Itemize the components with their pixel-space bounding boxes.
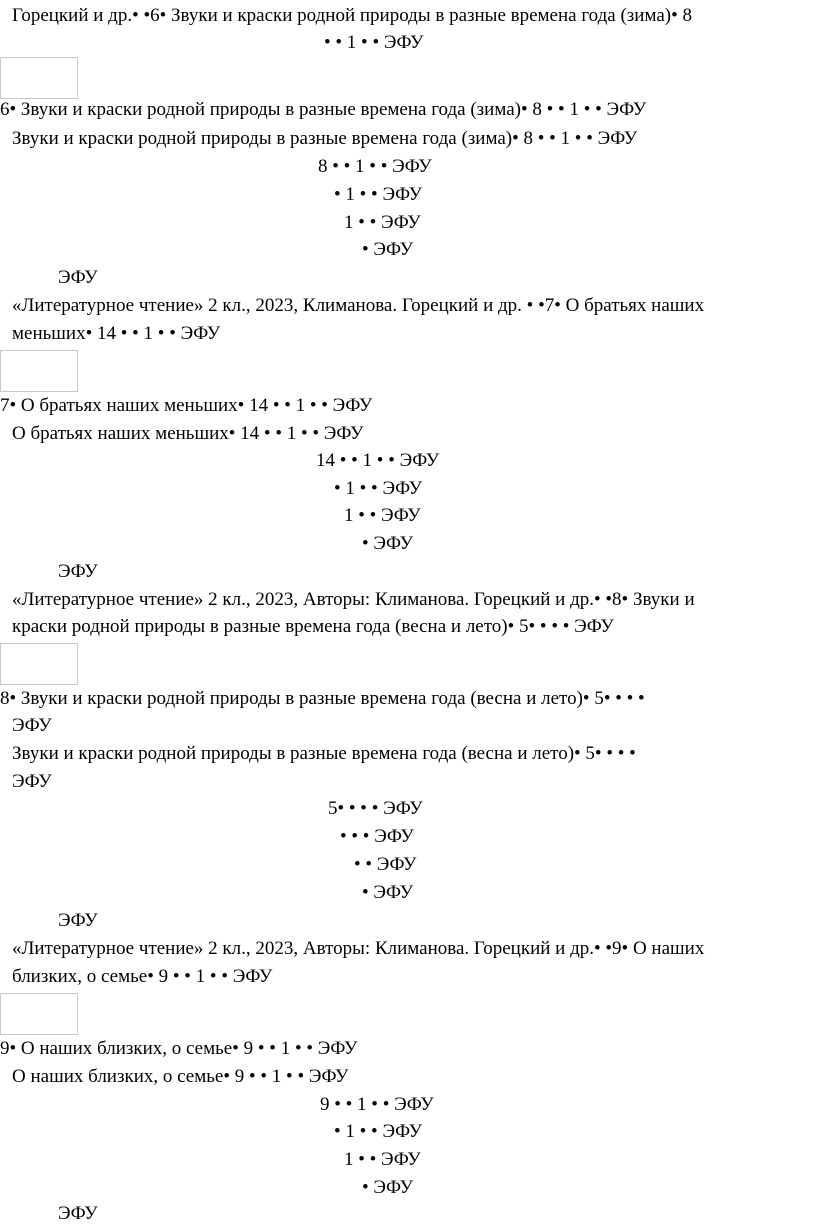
image-placeholder-4 xyxy=(0,993,78,1035)
text-line: 1 • • ЭФУ xyxy=(344,1149,421,1170)
text-line: Звуки и краски родной природы в разные времена года (зима)• 8 • • 1 • • ЭФУ xyxy=(12,128,638,149)
text-line: Горецкий и др.• •6• Звуки и краски родной природы в разные времена года (зима)• 8 xyxy=(12,5,693,26)
text-line: • ЭФУ xyxy=(362,239,414,260)
text-line: «Литературное чтение» 2 кл., 2023, Авторы: Климанова. Горецкий и др.• •8• Звуки и xyxy=(12,589,695,610)
text-line: • ЭФУ xyxy=(362,1177,414,1198)
text-line: • ЭФУ xyxy=(362,882,414,903)
text-line: • 1 • • ЭФУ xyxy=(334,184,423,205)
text-line: ЭФУ xyxy=(12,715,52,736)
text-line: близких, о семье• 9 • • 1 • • ЭФУ xyxy=(12,966,273,987)
text-line: 9 • • 1 • • ЭФУ xyxy=(320,1094,434,1115)
text-line: • 1 • • ЭФУ xyxy=(334,1121,423,1142)
text-line: 14 • • 1 • • ЭФУ xyxy=(316,450,440,471)
text-line: 7• О братьях наших меньших• 14 • • 1 • • ЭФУ xyxy=(0,395,373,416)
text-line: О наших близких, о семье• 9 • • 1 • • ЭФУ xyxy=(12,1066,349,1087)
text-line: 1 • • ЭФУ xyxy=(344,212,421,233)
text-line: 5• • • • ЭФУ xyxy=(328,798,423,819)
text-line: • • • ЭФУ xyxy=(340,826,414,847)
text-line: краски родной природы в разные времена года (весна и лето)• 5• • • • ЭФУ xyxy=(12,616,614,637)
text-line: ЭФУ xyxy=(12,771,52,792)
text-line: ЭФУ xyxy=(58,910,98,931)
text-line: • • ЭФУ xyxy=(354,854,417,875)
text-line: 6• Звуки и краски родной природы в разные времена года (зима)• 8 • • 1 • • ЭФУ xyxy=(0,99,647,120)
text-line: Звуки и краски родной природы в разные времена года (весна и лето)• 5• • • • xyxy=(12,743,636,764)
text-line: 9• О наших близких, о семье• 9 • • 1 • • ЭФУ xyxy=(0,1038,358,1059)
text-line: ЭФУ xyxy=(58,561,98,582)
image-placeholder-3 xyxy=(0,643,78,685)
text-line: ЭФУ xyxy=(58,1203,98,1224)
text-line: «Литературное чтение» 2 кл., 2023, Климанова. Горецкий и др. • •7• О братьях наших xyxy=(12,295,705,316)
text-line: 1 • • ЭФУ xyxy=(344,505,421,526)
text-line: меньших• 14 • • 1 • • ЭФУ xyxy=(12,323,221,344)
text-line: • 1 • • ЭФУ xyxy=(334,478,423,499)
text-line: 8• Звуки и краски родной природы в разные времена года (весна и лето)• 5• • • • xyxy=(0,688,645,709)
image-placeholder-1 xyxy=(0,57,78,99)
image-placeholder-2 xyxy=(0,350,78,392)
text-line: • • 1 • • ЭФУ xyxy=(324,32,424,53)
text-line: ЭФУ xyxy=(58,267,98,288)
text-line: О братьях наших меньших• 14 • • 1 • • ЭФУ xyxy=(12,423,364,444)
text-line: 8 • • 1 • • ЭФУ xyxy=(318,156,432,177)
text-line: • ЭФУ xyxy=(362,533,414,554)
text-line: «Литературное чтение» 2 кл., 2023, Авторы: Климанова. Горецкий и др.• •9• О наших xyxy=(12,938,705,959)
